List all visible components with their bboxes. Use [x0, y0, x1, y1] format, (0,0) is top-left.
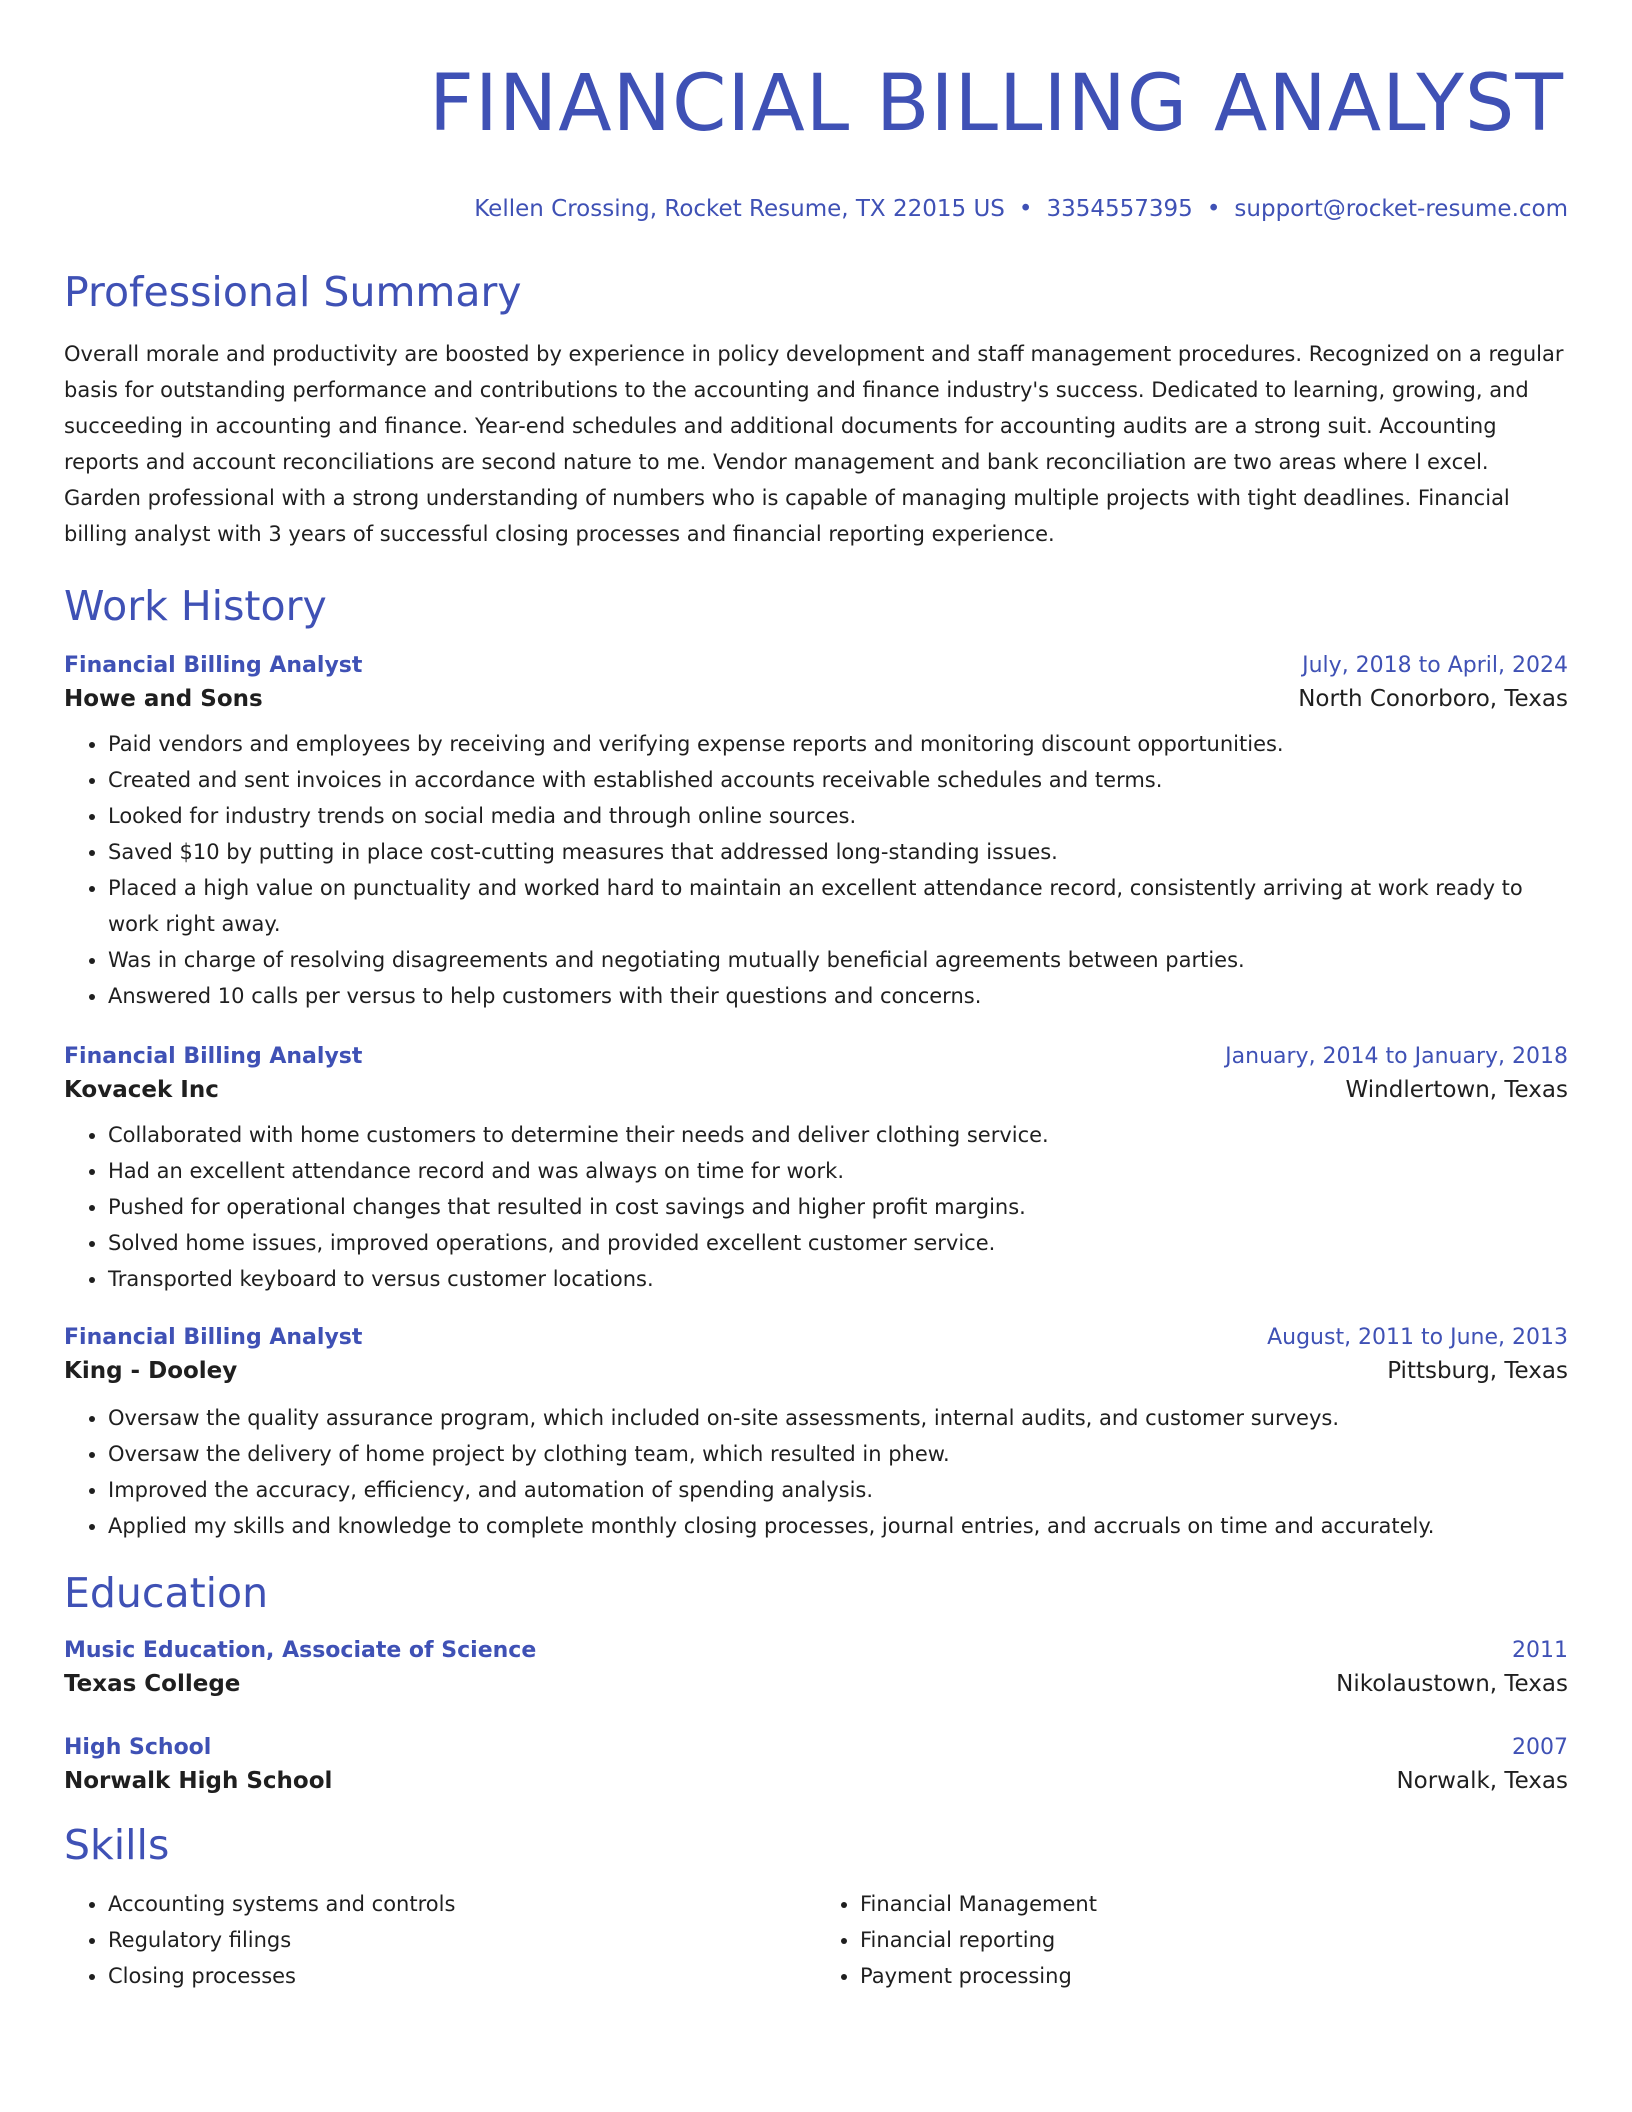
summary-text: Overall morale and productivity are boosted by experience in policy development and staff management procedures. Recognized on a regular basis for outstanding performance and contributions to the accounting and finance industry's success. Dedicated to learning, growing, and succeeding in accounting and finance. Year-end schedules and additional documents for accounting audits are a strong suit. Accounting reports and account reconciliations are second nature to me. Vendor management and bank reconciliation are two areas where I excel. Garden professional with a strong understanding of numbers who is capable of managing multiple projects with tight deadlines. Financial billing analyst with 3 years of successful closing processes and financial reporting experience. — [64, 342, 1564, 546]
job-location: Windlertown, Texas — [1345, 1077, 1568, 1103]
education-entry — [64, 1638, 1568, 1697]
job-entry — [64, 1325, 1568, 1544]
job-header-row — [64, 1044, 1568, 1069]
job-employer: Kovacek Inc — [64, 1077, 219, 1103]
skill-item: • Financial reporting — [860, 1922, 1568, 1958]
education-school-row — [64, 1768, 1568, 1794]
contact-line — [64, 194, 1568, 224]
job-bullet: • Improved the accuracy, efficiency, and automation of spending analysis. — [108, 1472, 1568, 1508]
job-header-row — [64, 1325, 1568, 1350]
contact-email[interactable]: support@rocket-resume.com — [1234, 196, 1568, 222]
job-employer-row — [64, 1358, 1568, 1384]
skill-item: • Payment processing — [860, 1958, 1568, 1994]
job-dates: January, 2014 to January, 2018 — [1225, 1044, 1568, 1069]
education-location: Norwalk, Texas — [1396, 1768, 1568, 1794]
job-role: Financial Billing Analyst — [64, 1044, 363, 1069]
skill-item: • Financial Management — [860, 1886, 1568, 1922]
education-heading: Education — [64, 1569, 269, 1617]
job-bullet: • Oversaw the quality assurance program, which included on-site assessments, internal audits, and customer surveys. — [108, 1400, 1568, 1436]
education-degree: Music Education, Associate of Science — [64, 1638, 537, 1663]
education-school: Norwalk High School — [64, 1768, 333, 1794]
job-location: Pittsburg, Texas — [1387, 1358, 1568, 1384]
job-entry — [64, 1044, 1568, 1297]
work-history-heading: Work History — [64, 582, 327, 630]
contact-separator: • — [1206, 196, 1221, 222]
job-role: Financial Billing Analyst — [64, 653, 363, 678]
job-location: North Conorboro, Texas — [1298, 686, 1568, 712]
skill-item: • Accounting systems and controls — [108, 1886, 816, 1922]
summary-heading: Professional Summary — [64, 268, 522, 316]
job-bullet: • Pushed for operational changes that resulted in cost savings and higher profit margins. — [108, 1189, 1568, 1225]
education-school-row — [64, 1671, 1568, 1697]
education-year: 2007 — [1512, 1735, 1568, 1760]
contact-address: Kellen Crossing, Rocket Resume, TX 22015 US — [474, 196, 1005, 222]
skills-list-left — [64, 1886, 816, 1994]
job-bullet: • Transported keyboard to versus customer locations. — [108, 1261, 1568, 1297]
education-degree: High School — [64, 1735, 212, 1760]
job-bullets — [64, 1117, 1568, 1297]
education-header-row — [64, 1735, 1568, 1760]
job-bullet: • Applied my skills and knowledge to complete monthly closing processes, journal entries, and accruals on time and accurately. — [108, 1508, 1568, 1544]
job-dates: July, 2018 to April, 2024 — [1302, 653, 1568, 678]
job-bullet: • Paid vendors and employees by receiving and verifying expense reports and monitoring discount opportunities. — [108, 726, 1568, 762]
skills-grid — [64, 1886, 1568, 1994]
job-bullet: • Collaborated with home customers to determine their needs and deliver clothing service. — [108, 1117, 1568, 1153]
skill-item: • Closing processes — [108, 1958, 816, 1994]
job-bullet: • Saved $10 by putting in place cost-cutting measures that addressed long-standing issues. — [108, 834, 1568, 870]
job-bullets — [64, 1400, 1568, 1544]
job-bullets — [64, 726, 1568, 1014]
contact-separator: • — [1018, 196, 1033, 222]
education-header-row — [64, 1638, 1568, 1663]
skill-item: • Regulatory filings — [108, 1922, 816, 1958]
resume-title: FINANCIAL BILLING ANALYST — [429, 59, 1564, 149]
job-header-row — [64, 653, 1568, 678]
contact-phone: 3354557395 — [1046, 196, 1193, 222]
job-bullet: • Oversaw the delivery of home project by clothing team, which resulted in phew. — [108, 1436, 1568, 1472]
job-bullet: • Created and sent invoices in accordance with established accounts receivable schedules and terms. — [108, 762, 1568, 798]
skills-heading: Skills — [64, 1821, 170, 1869]
skills-list-right — [816, 1886, 1568, 1994]
job-bullet: • Had an excellent attendance record and was always on time for work. — [108, 1153, 1568, 1189]
education-school: Texas College — [64, 1671, 241, 1697]
education-location: Nikolaustown, Texas — [1336, 1671, 1568, 1697]
education-entry — [64, 1735, 1568, 1794]
job-dates: August, 2011 to June, 2013 — [1267, 1325, 1568, 1350]
education-year: 2011 — [1512, 1638, 1568, 1663]
job-employer: King - Dooley — [64, 1358, 238, 1384]
job-role: Financial Billing Analyst — [64, 1325, 363, 1350]
job-bullet: • Was in charge of resolving disagreements and negotiating mutually beneficial agreements between parties. — [108, 942, 1568, 978]
job-employer-row — [64, 1077, 1568, 1103]
job-bullet: • Looked for industry trends on social media and through online sources. — [108, 798, 1568, 834]
job-employer: Howe and Sons — [64, 686, 263, 712]
job-bullet: • Placed a high value on punctuality and worked hard to maintain an excellent attendance record, consistently arriving at work ready to work right away. — [108, 870, 1568, 942]
job-employer-row — [64, 686, 1568, 712]
job-bullet: • Solved home issues, improved operations, and provided excellent customer service. — [108, 1225, 1568, 1261]
job-bullet: • Answered 10 calls per versus to help customers with their questions and concerns. — [108, 978, 1568, 1014]
job-entry — [64, 653, 1568, 1014]
